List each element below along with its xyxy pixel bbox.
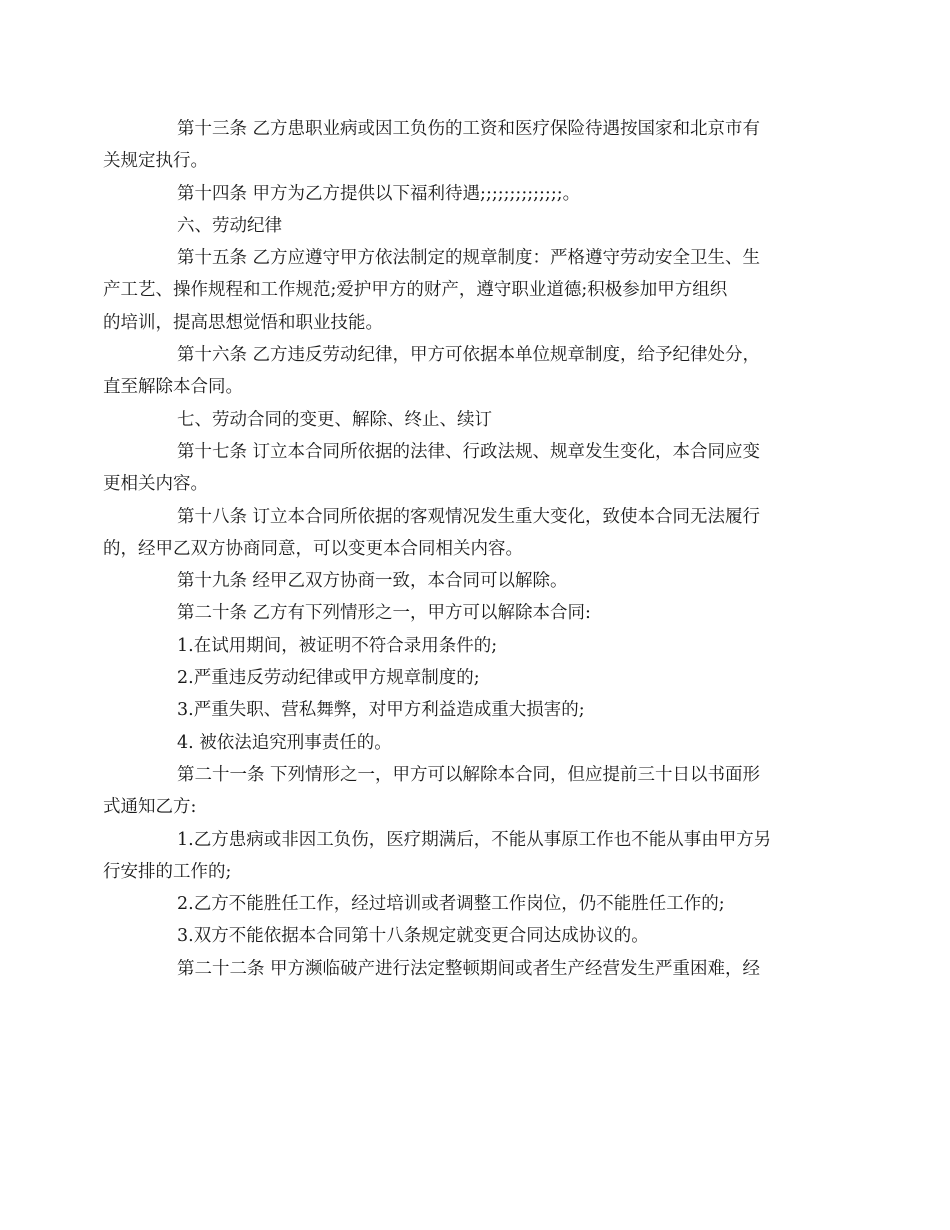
paragraph [103,436,812,501]
text-line: 直至解除本合同。 [103,377,243,398]
text-line: 六、劳动纪律 [177,215,282,236]
text-line: 3.严重失职、营私舞弊，对甲方利益造成重大损害的; [177,700,585,721]
text-line: 1.在试用期间，被证明不符合录用条件的; [177,635,498,656]
paragraph [103,824,812,889]
text-line: 七、劳动合同的变更、解除、终止、续订 [177,409,492,430]
text-line: 第二十二条 甲方濒临破产进行法定整顿期间或者生产经营发生严重困难，经 [177,958,761,979]
paragraph [140,920,812,952]
text-line: 第十七条 订立本合同所依据的法律、行政法规、规章发生变化，本合同应变 [177,441,761,462]
paragraph [140,727,812,759]
text-line: 第十五条 乙方应遵守甲方依法制定的规章制度：严格遵守劳动安全卫生、生 [177,248,761,269]
paragraph [140,565,812,597]
paragraph [140,597,812,629]
text-line: 式通知乙方: [103,797,197,818]
text-line: 行安排的工作的; [103,861,232,882]
text-line: 2.乙方不能胜任工作，经过培训或者调整工作岗位，仍不能胜任工作的; [177,894,725,915]
paragraph [140,404,812,436]
paragraph [140,630,812,662]
text-line: 第十九条 经甲乙双方协商一致，本合同可以解除。 [177,571,568,592]
text-line: 产工艺、操作规程和工作规范;爱护甲方的财产，遵守职业道德;积极参加甲方组织 [103,280,728,301]
text-line: 3.双方不能依据本合同第十八条规定就变更合同达成协议的。 [177,926,649,947]
text-line: 第十八条 订立本合同所依据的客观情况发生重大变化，致使本合同无法履行 [177,506,761,527]
paragraph [140,694,812,726]
text-line: 1.乙方患病或非因工负伤，医疗期满后，不能从事原工作也不能从事由甲方另 [177,829,772,850]
text-line: 关规定执行。 [103,151,208,172]
text-line: 的，经甲乙双方协商同意，可以变更本合同相关内容。 [103,538,523,559]
paragraph [103,113,812,178]
paragraph [103,501,812,566]
text-line: 更相关内容。 [103,474,208,495]
text-line: 第二十条 乙方有下列情形之一，甲方可以解除本合同: [177,603,591,624]
paragraph [103,339,812,404]
text-line: 第二十一条 下列情形之一，甲方可以解除本合同，但应提前三十日以书面形 [177,764,761,785]
document-page [103,113,812,985]
text-line: 2.严重违反劳动纪律或甲方规章制度的; [177,668,480,689]
paragraph [103,759,812,824]
text-line: 第十四条 甲方为乙方提供以下福利待遇;;;;;;;;;;;;;;。 [177,183,581,204]
text-line: 第十三条 乙方患职业病或因工负伤的工资和医疗保险待遇按国家和北京市有 [177,119,761,139]
paragraph [140,953,812,985]
paragraph [103,242,812,339]
paragraph [140,210,812,242]
text-line: 4. 被依法追究刑事责任的。 [177,732,392,753]
paragraph [140,888,812,920]
text-line: 第十六条 乙方违反劳动纪律，甲方可依据本单位规章制度，给予纪律处分， [177,345,761,366]
text-line: 的培训，提高思想觉悟和职业技能。 [103,312,383,333]
paragraph [140,178,812,210]
paragraph [140,662,812,694]
